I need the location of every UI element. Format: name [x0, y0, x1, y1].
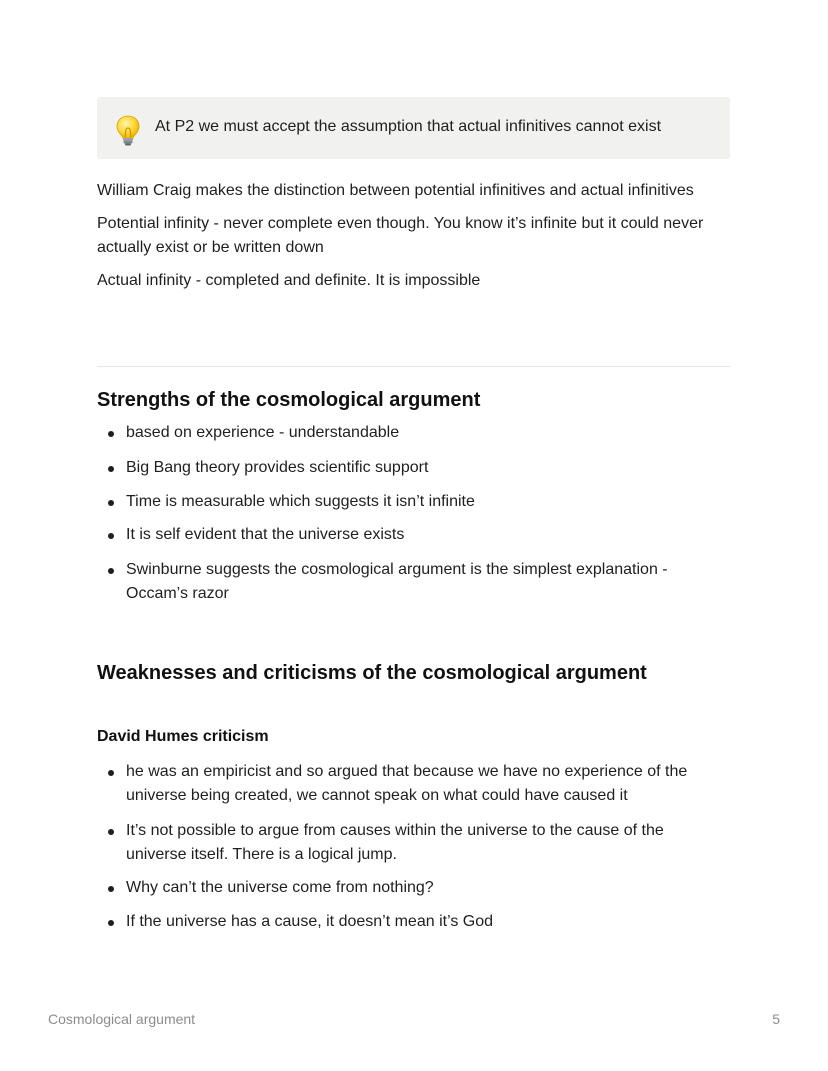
bullet-icon — [108, 770, 114, 776]
list-item-text: based on experience - understandable — [126, 424, 400, 441]
bullet-icon — [108, 431, 114, 437]
section-divider — [97, 366, 730, 367]
strengths-heading: Strengths of the cosmological argument — [97, 389, 481, 411]
bullet-icon — [108, 886, 114, 892]
weaknesses-heading: Weaknesses and criticisms of the cosmological argument — [97, 662, 647, 684]
bullet-icon — [108, 829, 114, 835]
paragraph-potential-infinity: Potential infinity - never complete even though. You know it’s infinite but it could never actually exist or be written down — [97, 215, 704, 256]
lightbulb-icon — [115, 115, 141, 147]
paragraph-actual-infinity: Actual infinity - completed and definite. It is impossible — [97, 272, 481, 289]
bullet-icon — [108, 568, 114, 574]
list-item-text: Big Bang theory provides scientific support — [126, 459, 429, 476]
list-item-text: It is self evident that the universe exists — [126, 526, 405, 543]
bullet-icon — [108, 920, 114, 926]
footer-document-title: Cosmological argument — [48, 1011, 196, 1027]
callout-box — [97, 97, 730, 159]
list-item-text: If the universe has a cause, it doesn’t mean it’s God — [126, 913, 494, 930]
list-item-text: Swinburne suggests the cosmological argument is the simplest explanation - Occam’s razor — [126, 561, 668, 602]
footer-page-number: 5 — [772, 1011, 780, 1027]
hume-subheading: David Humes criticism — [97, 728, 269, 745]
callout-text: At P2 we must accept the assumption that actual infinitives cannot exist — [155, 118, 662, 135]
bullet-icon — [108, 466, 114, 472]
list-item-text: Time is measurable which suggests it isn’t infinite — [126, 493, 475, 510]
list-item-text: he was an empiricist and so argued that because we have no experience of the universe being created, we cannot speak on what could have caused it — [126, 763, 688, 804]
bullet-icon — [108, 500, 114, 506]
list-item-text: Why can’t the universe come from nothing? — [126, 879, 434, 896]
paragraph-craig-distinction: William Craig makes the distinction between potential infinitives and actual infinitives — [97, 182, 694, 199]
bullet-icon — [108, 533, 114, 539]
list-item-text: It’s not possible to argue from causes within the universe to the cause of the universe itself. There is a logical jump. — [126, 822, 664, 863]
